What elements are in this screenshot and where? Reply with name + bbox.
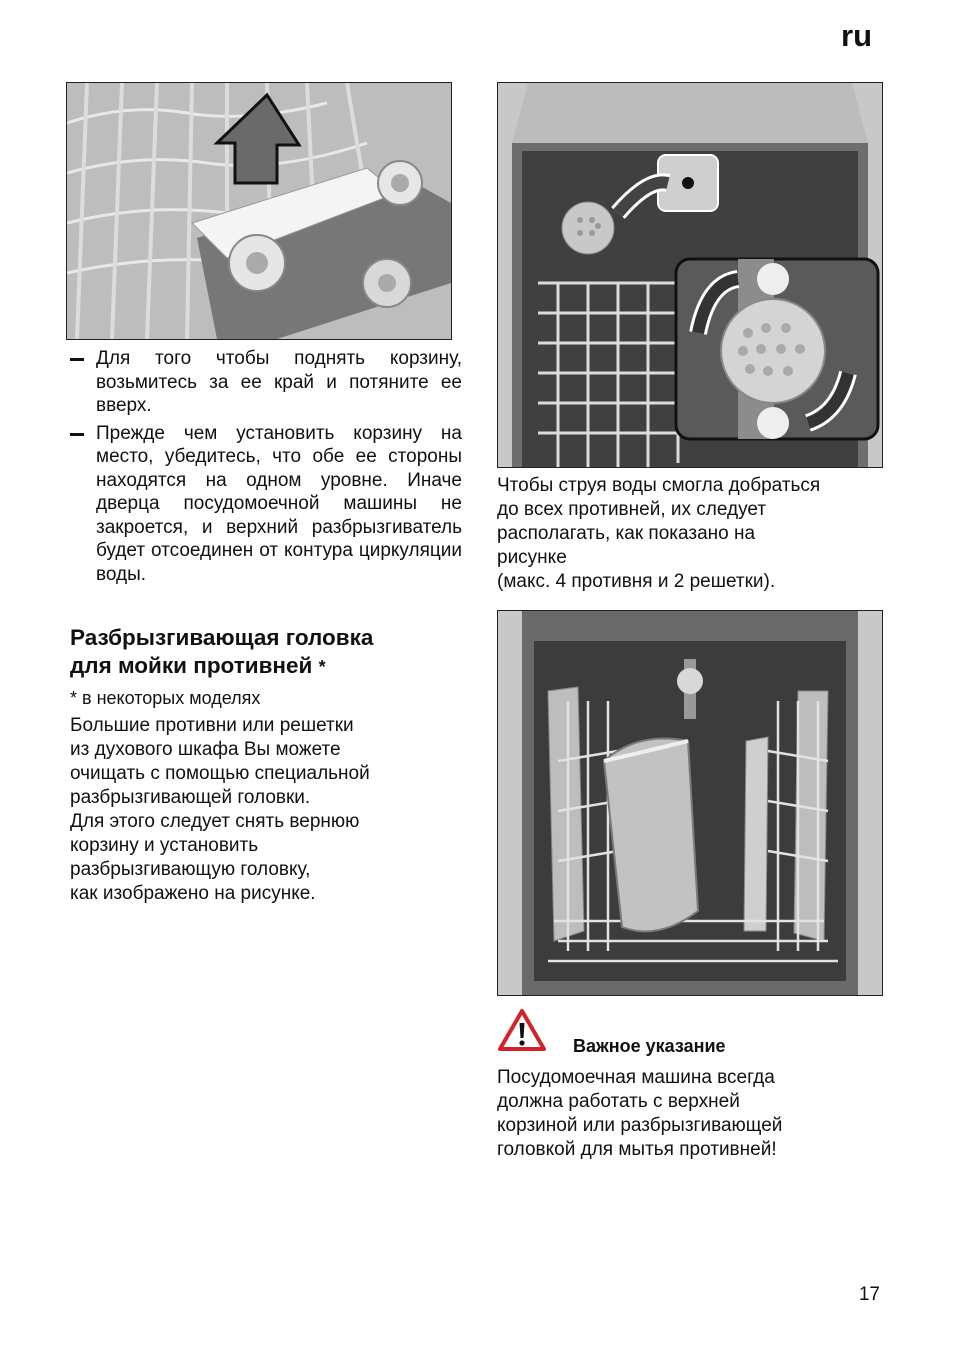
basket-instructions	[70, 347, 462, 590]
warning-triangle-icon	[497, 1008, 547, 1052]
body-line: разбрызгивающую головку,	[70, 859, 311, 880]
heading-asterisk: *	[318, 657, 326, 677]
warning-line: головкой для мытья противней!	[497, 1139, 777, 1160]
trays-arrangement-illustration	[497, 610, 883, 996]
instruction-item	[70, 347, 462, 418]
instruction-item	[70, 422, 462, 587]
warning-line: корзиной или разбрызгивающей	[497, 1115, 783, 1136]
caption-line: располагать, как показано на	[497, 523, 756, 544]
dash-icon	[70, 358, 84, 361]
body-line: корзину и установить	[70, 835, 259, 856]
footnote-asterisk: *	[70, 688, 78, 708]
body-line: очищать с помощью специальной	[70, 763, 370, 784]
body-line: из духового шкафа Вы можете	[70, 739, 341, 760]
dash-icon	[70, 433, 84, 436]
heading-line: Разбрызгивающая головка	[70, 625, 374, 650]
body-line: как изображено на рисунке.	[70, 883, 316, 904]
heading-line: для мойки противней	[70, 653, 313, 678]
warning-text	[497, 1066, 881, 1162]
warning-line: Посудомоечная машина всегда	[497, 1067, 775, 1088]
caption-line: Чтобы струя воды смогла добраться	[497, 475, 821, 496]
section-body	[70, 714, 462, 906]
spray-head-mounting-illustration	[497, 82, 883, 468]
body-line: разбрызгивающей головки.	[70, 787, 311, 808]
caption-line: рисунке	[497, 547, 567, 568]
footnote-text: в некоторых моделях	[82, 688, 261, 708]
instruction-text: Прежде чем установить корзину на место, убедитесь, что обе ее стороны находятся на одном уровне. Иначе дверца посудомоечной машины не закроется, и верхний разбрызгиватель будет отсоединен от контура циркуляции воды.	[96, 422, 462, 585]
language-code: ru	[841, 18, 872, 53]
section-heading	[70, 624, 462, 681]
body-line: Большие противни или решетки	[70, 715, 354, 736]
caption-line: до всех противней, их следует	[497, 499, 767, 520]
warning-line: должна работать с верхней	[497, 1091, 740, 1112]
body-line: Для этого следует снять вернюю	[70, 811, 360, 832]
page-number: 17	[858, 1284, 880, 1305]
spray-caption	[497, 474, 881, 594]
basket-lift-illustration	[66, 82, 452, 340]
footnote	[70, 688, 260, 709]
instruction-text: Для того чтобы поднять корзину, возьмитесь за ее край и потяните ее вверх.	[96, 348, 462, 416]
warning-title: Важное указание	[573, 1036, 726, 1056]
caption-line: (макс. 4 противня и 2 решетки).	[497, 571, 776, 592]
